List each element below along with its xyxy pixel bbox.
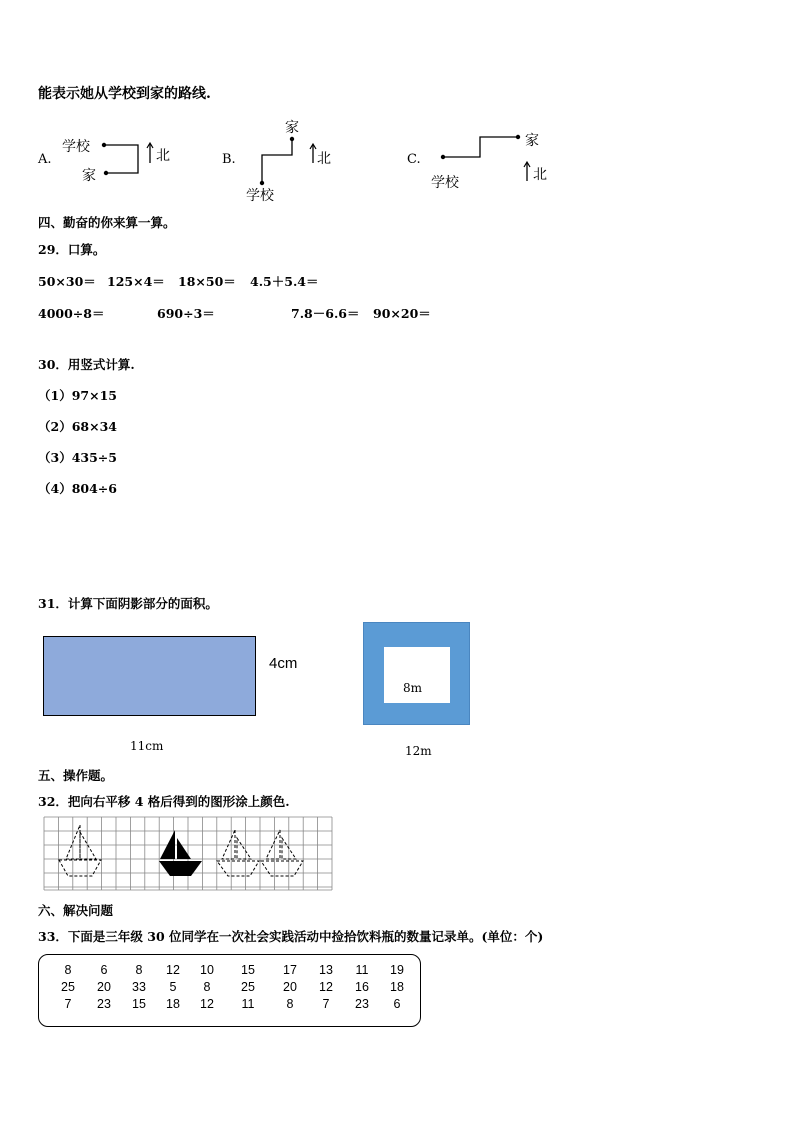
q30-title: 30．用竖式计算.: [38, 357, 135, 372]
record-value: 18: [390, 980, 404, 994]
record-value: 11: [241, 997, 255, 1011]
intro-line: 能表示她从学校到家的路线.: [38, 86, 211, 102]
option-b-school-label: 学校: [246, 188, 274, 204]
option-b-home-label: 家: [285, 120, 299, 136]
record-value: 12: [319, 980, 333, 994]
dashed-boat-2: [217, 830, 259, 876]
record-value: 12: [200, 997, 214, 1011]
outer-square-label: 12m: [405, 744, 432, 758]
record-value: 18: [166, 997, 180, 1011]
record-value: 25: [241, 980, 255, 994]
record-value: 5: [169, 980, 177, 994]
option-c-home-label: 家: [525, 133, 539, 149]
record-value: 7: [322, 997, 330, 1011]
q29-item: 7.8－6.6＝: [291, 306, 360, 321]
dashed-boat-3: [261, 830, 303, 876]
record-value: 20: [283, 980, 297, 994]
record-value: 15: [241, 963, 255, 977]
q33-title: 33．下面是三年级 30 位同学在一次社会实践活动中捡拾饮料瓶的数量记录单。(单位：个): [38, 929, 544, 944]
record-value: 33: [132, 980, 146, 994]
rect-width-label: 11cm: [130, 739, 164, 753]
q32-title: 32．把向右平移 4 格后得到的图形涂上颜色.: [38, 794, 290, 809]
option-b-north-label: 北: [317, 151, 331, 167]
q30-item: （2）68×34: [38, 419, 117, 434]
section-5-heading: 五、操作题。: [38, 768, 114, 783]
q29-item: 125×4＝: [107, 274, 165, 289]
record-value: 19: [390, 963, 404, 977]
q29-item: 18×50＝: [178, 274, 236, 289]
option-a-letter[interactable]: A.: [38, 152, 52, 167]
record-value: 10: [200, 963, 214, 977]
rect-height-label: 4cm: [269, 655, 298, 672]
record-value: 6: [393, 997, 401, 1011]
record-value: 8: [135, 963, 143, 977]
option-b-letter[interactable]: B.: [222, 152, 236, 167]
record-value: 13: [319, 963, 333, 977]
record-value: 8: [64, 963, 72, 977]
solid-boat: [159, 830, 202, 876]
record-value: 17: [283, 963, 297, 977]
q29-item: 90×20＝: [373, 306, 431, 321]
q31-title: 31．计算下面阴影部分的面积。: [38, 596, 218, 611]
option-c-north-label: 北: [533, 167, 547, 183]
inner-square-label: 8m: [403, 681, 423, 695]
section-6-heading: 六、解决问题: [38, 903, 114, 918]
record-value: 16: [355, 980, 369, 994]
record-value: 6: [100, 963, 108, 977]
record-value: 8: [286, 997, 294, 1011]
record-value: 12: [166, 963, 180, 977]
record-value: 23: [355, 997, 369, 1011]
record-value: 23: [97, 997, 111, 1011]
option-a-home-label: 家: [82, 168, 96, 184]
option-c-school-label: 学校: [431, 175, 459, 191]
q29-item: 4000÷8＝: [38, 306, 105, 321]
option-c-letter[interactable]: C.: [407, 152, 421, 167]
q29-title: 29．口算。: [38, 242, 106, 257]
q30-item: （1）97×15: [38, 388, 117, 403]
record-value: 7: [64, 997, 72, 1011]
option-a-north-label: 北: [156, 148, 170, 164]
record-value: 25: [61, 980, 75, 994]
record-value: 8: [203, 980, 211, 994]
q29-item: 690÷3＝: [157, 306, 215, 321]
section-4-heading: 四、勤奋的你来算一算。: [38, 215, 176, 230]
q29-item: 4.5＋5.4＝: [250, 274, 319, 289]
q30-item: （4）804÷6: [38, 481, 117, 496]
q30-item: （3）435÷5: [38, 450, 117, 465]
dashed-boat-1: [59, 825, 101, 876]
record-value: 11: [355, 963, 369, 977]
record-value: 20: [97, 980, 111, 994]
q29-item: 50×30＝: [38, 274, 96, 289]
record-value: 15: [132, 997, 146, 1011]
option-a-school-label: 学校: [62, 139, 90, 155]
